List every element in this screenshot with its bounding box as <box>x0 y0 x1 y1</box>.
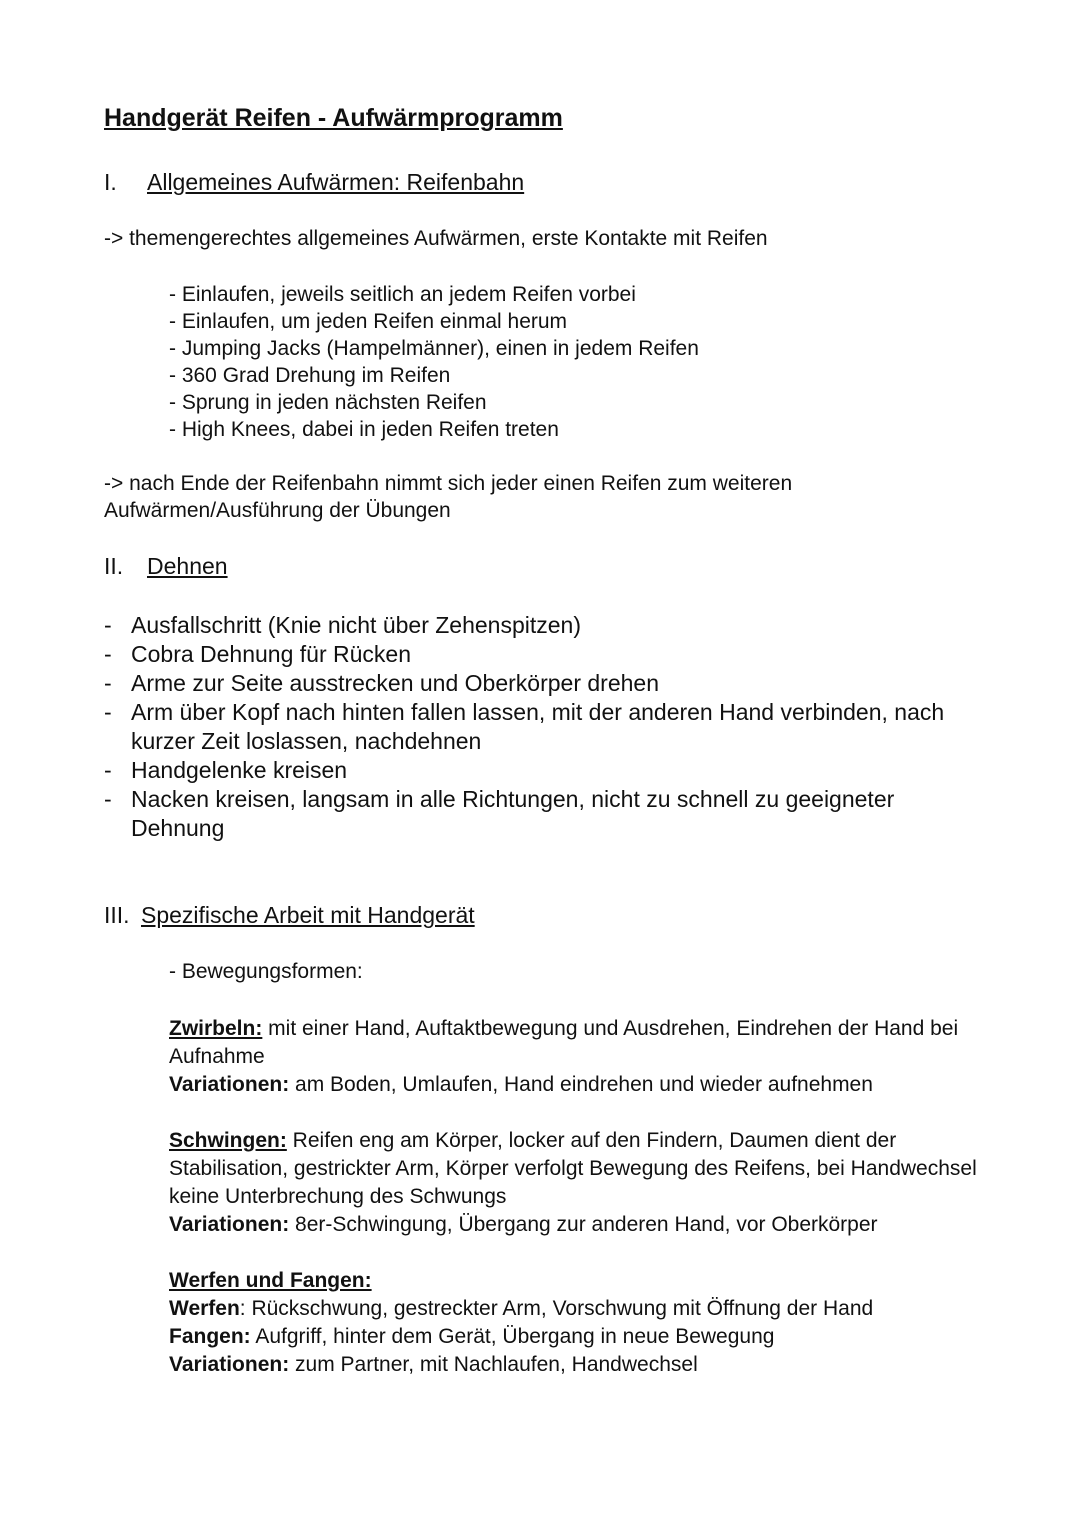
section-number: II. <box>104 553 124 579</box>
document-title: Handgerät Reifen - Aufwärmprogramm <box>104 104 563 132</box>
list-item: - 360 Grad Drehung im Reifen <box>169 364 451 387</box>
zwirbeln-description: Zwirbeln: mit einer Hand, Auftaktbewegung und Ausdrehen, Eindrehen der Hand bei Aufnahme <box>169 1017 959 1068</box>
list-item: - Nacken kreisen, langsam in alle Richtungen, nicht zu schnell zu geeigneter Dehnung <box>104 786 895 841</box>
section-heading-3 <box>104 902 475 929</box>
werfen-heading: Werfen und Fangen: <box>169 1269 372 1292</box>
list-item: - Arme zur Seite ausstrecken und Oberkörper drehen <box>104 670 659 696</box>
section1-outro-line1: -> nach Ende der Reifenbahn nimmt sich jeder einen Reifen zum weiteren <box>104 472 793 495</box>
list-item: - Einlaufen, jeweils seitlich an jedem Reifen vorbei <box>169 283 636 306</box>
section-heading-1 <box>104 169 524 196</box>
stretch-list <box>104 611 984 843</box>
section1-outro-line2: Aufwärmen/Ausführung der Übungen <box>104 499 451 522</box>
section-number: I. <box>104 169 117 195</box>
schwingen-block <box>169 1127 989 1239</box>
section-heading-2 <box>104 553 228 580</box>
zwirbeln-variations: Variationen: am Boden, Umlaufen, Hand eindrehen und wieder aufnehmen <box>169 1073 873 1096</box>
section3-intro: - Bewegungsformen: <box>169 960 363 983</box>
list-item: - Sprung in jeden nächsten Reifen <box>169 391 487 414</box>
list-item: - Ausfallschritt (Knie nicht über Zehenspitzen) <box>104 612 581 638</box>
werfen-variations: Variationen: zum Partner, mit Nachlaufen, Handwechsel <box>169 1353 698 1376</box>
list-item: - High Knees, dabei in jeden Reifen treten <box>169 418 559 441</box>
list-item: - Cobra Dehnung für Rücken <box>104 641 411 667</box>
list-item: - Jumping Jacks (Hampelmänner), einen in jedem Reifen <box>169 337 699 360</box>
section-title: Dehnen <box>147 553 228 579</box>
fangen-description: Fangen: Aufgriff, hinter dem Gerät, Übergang in neue Bewegung <box>169 1325 775 1348</box>
section-title: Spezifische Arbeit mit Handgerät <box>141 902 475 928</box>
warmup-list <box>169 281 699 443</box>
schwingen-description: Schwingen: Reifen eng am Körper, locker auf den Findern, Daumen dient der Stabilisation, gestrickter Arm, Körper verfolgt Bewegung des Reifens, bei Handwechsel keine Unterbrechung des Schwungs <box>169 1129 977 1208</box>
section-number: III. <box>104 902 130 928</box>
zwirbeln-block <box>169 1015 989 1099</box>
section1-intro: -> themengerechtes allgemeines Aufwärmen, erste Kontakte mit Reifen <box>104 227 768 250</box>
list-item: - Arm über Kopf nach hinten fallen lassen, mit der anderen Hand verbinden, nach kurzer Zeit loslassen, nachdehnen <box>104 699 945 754</box>
werfen-block <box>169 1267 989 1379</box>
list-item: - Handgelenke kreisen <box>104 757 348 783</box>
schwingen-variations: Variationen: 8er-Schwingung, Übergang zur anderen Hand, vor Oberkörper <box>169 1213 878 1236</box>
section-title: Allgemeines Aufwärmen: Reifenbahn <box>147 169 525 195</box>
list-item: - Einlaufen, um jeden Reifen einmal herum <box>169 310 568 333</box>
werfen-description: Werfen: Rückschwung, gestreckter Arm, Vorschwung mit Öffnung der Hand <box>169 1297 874 1320</box>
